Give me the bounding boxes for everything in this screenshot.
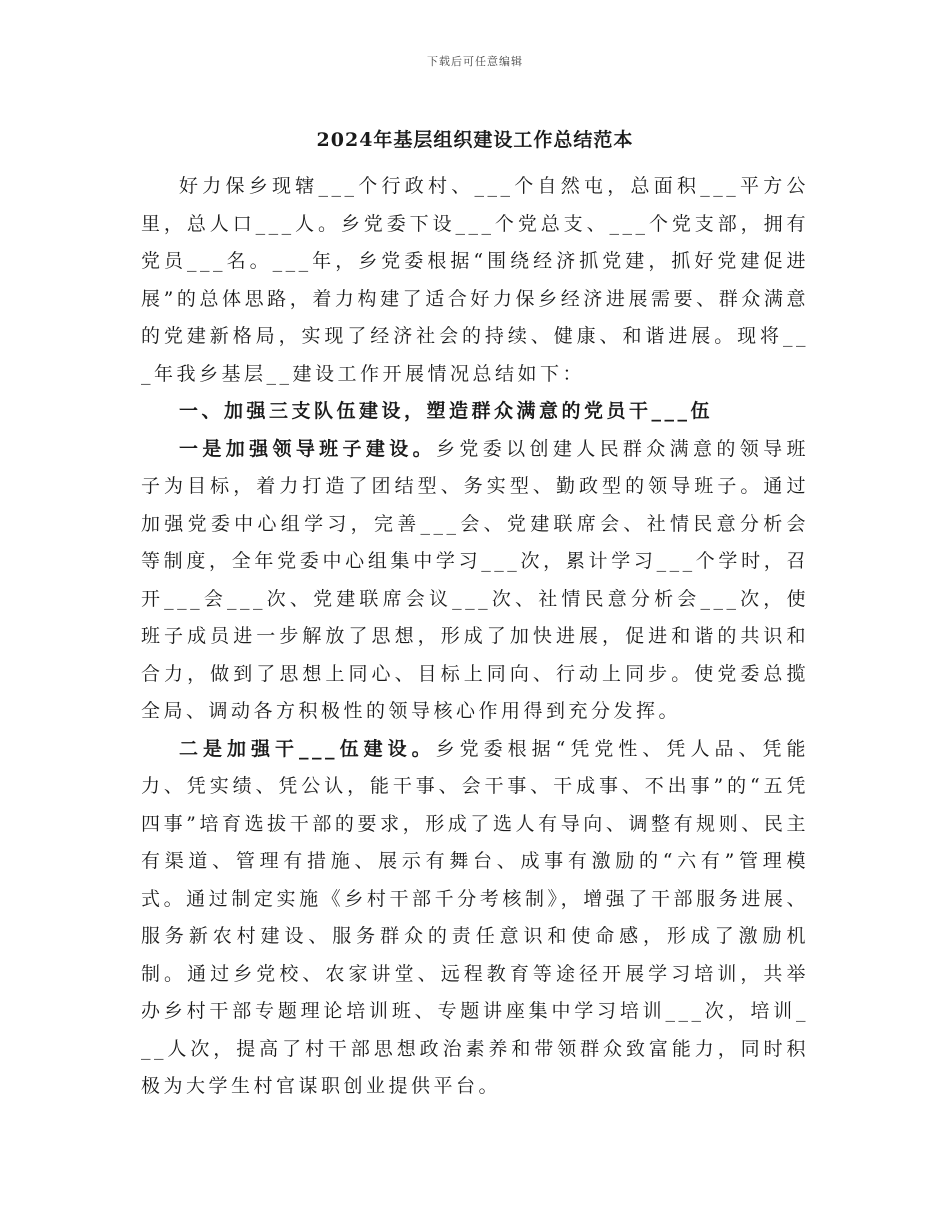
paragraph-text-leadership: 乡党委以创建人民群众满意的领导班子为目标，着力打造了团结型、务实型、勤政型的领导班子。通过加强党委中心组学习，完善___会、党建联席会、社情民意分析会等制度，全年党委中心组集中学习___次，累计学习___个学时，召开___会___次、党建联席会议___次、社情民意分析会___次，使班子成员进一步解放了思想，形成了加快进展，促进和谐的共识和合力，做到了思想上同心、目标上同向、行动上同步。使党委总揽全局、调动各方积极性的领导核心作用得到充分发挥。 (141, 437, 809, 722)
intro-paragraph: 好力保乡现辖___个行政村、___个自然屯，总面积___平方公里，总人口___人。乡党委下设___个党总支、___个党支部，拥有党员___名。___年，乡党委根据“围绕经济抓党建，抓好党建促进展”的总体思路，着力构建了适合好力保乡经济进展需要、群众满意的党建新格局，实现了经济社会的持续、健康、和谐进展。现将___年我乡基层__建设工作开展情况总结如下： (141, 175, 809, 385)
paragraph-cadres (141, 731, 809, 1106)
paragraph-lead-leadership: 一是加强领导班子建设。 (179, 437, 437, 460)
document-body (141, 168, 809, 1106)
paragraph-lead-cadres: 二是加强干___伍建设。 (179, 737, 436, 760)
header-watermark: 下载后可任意编辑 (427, 55, 523, 68)
document-title: 2024年基层组织建设工作总结范本 (316, 129, 634, 151)
section-heading-1: 一、加强三支队伍建设，塑造群众满意的党员干___伍 (179, 400, 714, 422)
paragraph-leadership (141, 431, 809, 731)
paragraph-text-cadres: 乡党委根据“凭党性、凭人品、凭能力、凭实绩、凭公认，能干事、会干事、干成事、不出事”的“五凭四事”培育选拔干部的要求，形成了选人有导向、调整有规则、民主有渠道、管理有措施、展示有舞台、成事有激励的“六有”管理模式。通过制定实施《乡村干部千分考核制》，增强了干部服务进展、服务新农村建设、服务群众的责任意识和使命感，形成了激励机制。通过乡党校、农家讲堂、远程教育等途径开展学习培训，共举办乡村干部专题理论培训班、专题讲座集中学习培训___次，培训___人次，提高了村干部思想政治素养和带领群众致富能力，同时积极为大学生村官谋职创业提供平台。 (141, 737, 809, 1097)
